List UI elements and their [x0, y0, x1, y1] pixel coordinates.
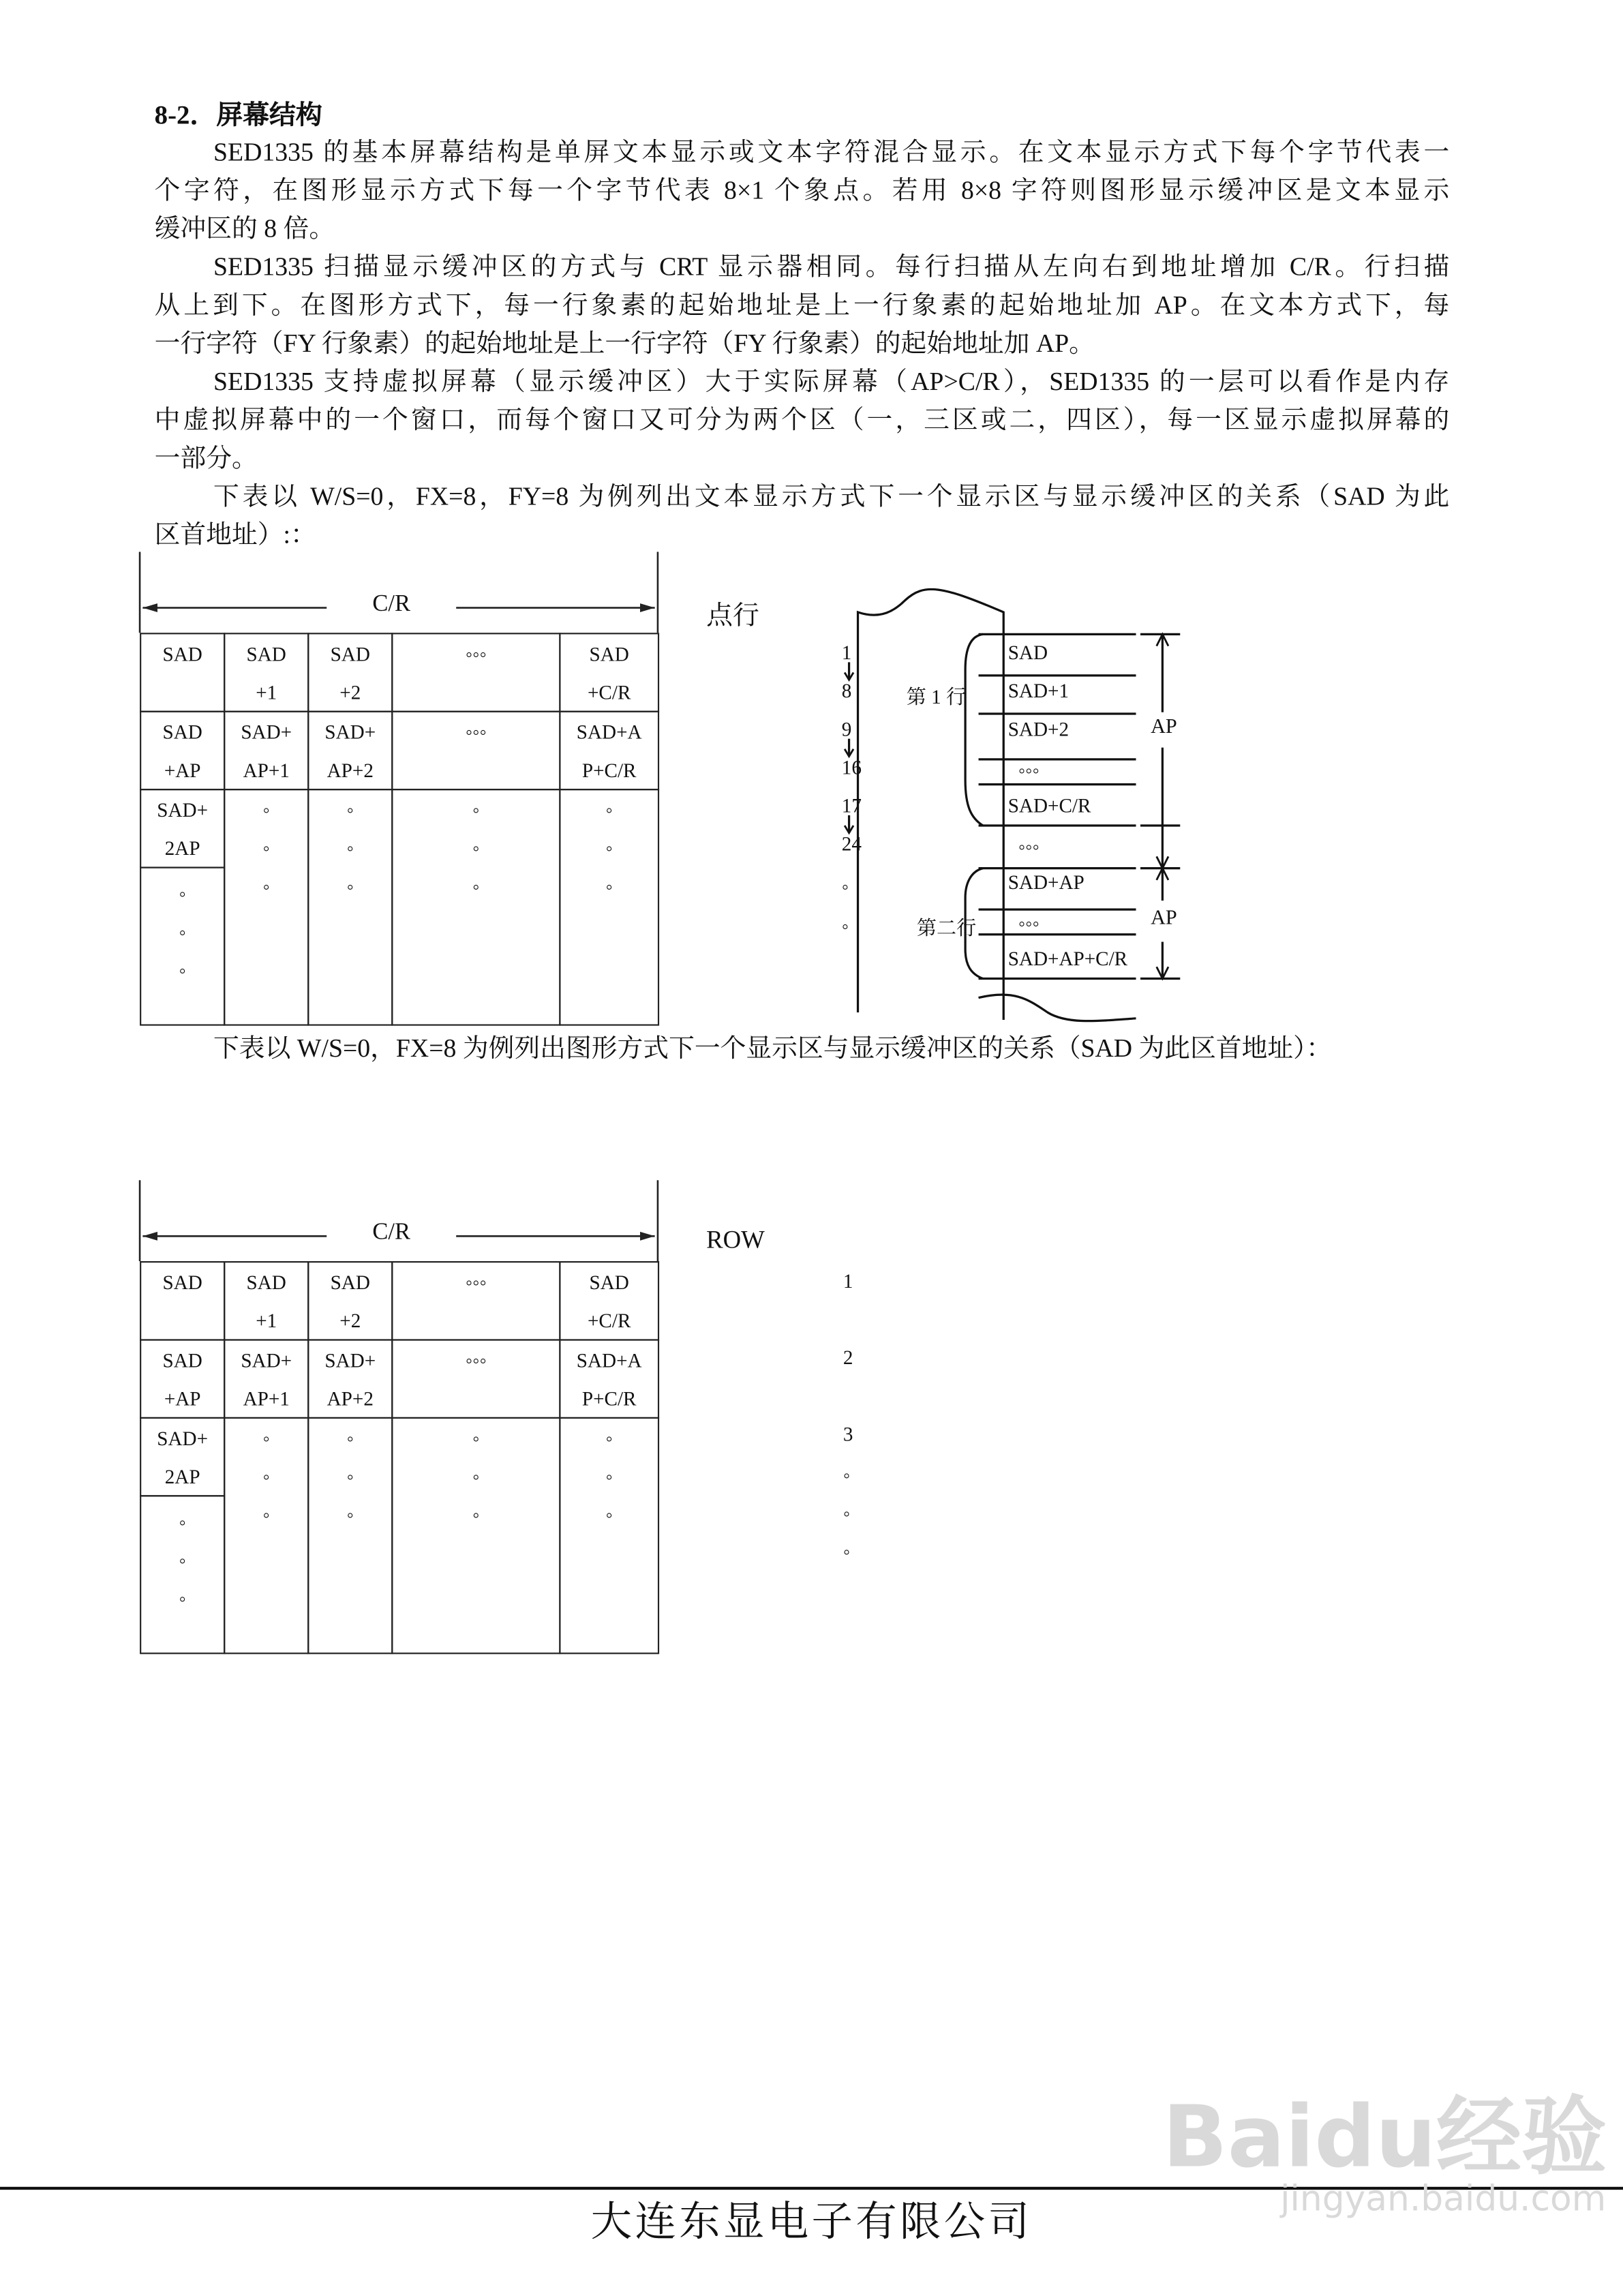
cell-text: ◦ — [262, 799, 270, 821]
char-row-label: 第二行 — [916, 916, 977, 939]
cell-text: SAD — [330, 1271, 370, 1294]
buffer-bottom-wave — [979, 995, 1136, 1021]
row-number: ◦ — [843, 1464, 851, 1487]
row-label: ROW — [706, 1226, 765, 1254]
cell-text: ◦ — [605, 875, 613, 898]
cell-text: +C/R — [587, 681, 631, 704]
cell-text: ◦ — [262, 1427, 270, 1450]
dot-row-number: 17 — [841, 794, 862, 817]
cell-text: SAD — [589, 1271, 629, 1294]
cell-text: ◦ — [472, 837, 480, 860]
cell-text: SAD+ — [324, 1349, 376, 1372]
cell-text: +AP — [164, 759, 201, 782]
paragraph-line: 缓冲区的 8 倍。 — [154, 213, 335, 243]
dot-row-number: 16 — [841, 756, 862, 779]
cell-text: SAD — [330, 643, 370, 665]
cell-text: AP+2 — [327, 1387, 374, 1410]
cell-text: +1 — [256, 1310, 277, 1332]
cell-text: AP+1 — [243, 759, 290, 782]
buffer-cell-label: SAD+AP — [1007, 871, 1084, 894]
cell-text: ◦ — [346, 1466, 354, 1488]
row-number: ◦ — [843, 1541, 851, 1563]
row-number: 1 — [843, 1269, 853, 1293]
cell-text: ◦◦◦ — [465, 643, 487, 665]
graphic-intro-text: 下表以 W/S=0，FX=8 为例列出图形方式下一个显示区与显示缓冲区的关系（SAD 为此区首地址）： — [213, 1033, 1332, 1063]
cell-text: ◦ — [472, 1504, 480, 1526]
dot-row-number: ◦ — [841, 875, 849, 898]
cell-text: +C/R — [587, 1310, 631, 1332]
watermark-logo: Baidu经验 — [1162, 2087, 1607, 2187]
buffer-cell-label: SAD+AP+C/R — [1007, 948, 1128, 970]
cell-text: ◦ — [346, 875, 354, 898]
section-heading: 8-2．屏幕结构 — [154, 100, 322, 130]
cell-text: SAD+ — [241, 1349, 292, 1372]
dot-row-number: 24 — [841, 832, 862, 856]
char-row-label: 第 1 行 — [906, 685, 967, 708]
cell-text: +2 — [339, 1310, 361, 1332]
dot-row-number: 9 — [841, 718, 852, 740]
cell-text: ◦ — [262, 1466, 270, 1488]
cell-text: ◦ — [472, 1427, 480, 1450]
row-number: 2 — [843, 1346, 853, 1369]
cell-text: SAD — [162, 1271, 202, 1294]
dot-row-number: 1 — [841, 641, 852, 664]
cell-text: SAD — [589, 643, 629, 665]
buffer-cell-label: ◦◦◦ — [1018, 759, 1040, 782]
cell-text: ◦ — [472, 799, 480, 821]
cell-text: ◦ — [605, 837, 613, 860]
watermark-url: jingyan.baidu.com — [1280, 2177, 1607, 2220]
cr-header-label: C/R — [372, 1220, 411, 1245]
cell-text: SAD — [246, 1271, 286, 1294]
cell-text: ◦ — [472, 875, 480, 898]
cell-text: SAD+ — [157, 1427, 209, 1450]
buffer-cell-label: SAD+2 — [1007, 718, 1070, 740]
buffer-outline — [858, 589, 1004, 1020]
cell-text: SAD+A — [576, 721, 642, 744]
dot-row-number: ◦ — [841, 915, 849, 938]
cell-text: SAD+ — [157, 799, 209, 821]
cell-text: ◦ — [179, 1511, 186, 1534]
cell-text: ◦ — [605, 799, 613, 821]
cell-text: AP+2 — [327, 759, 374, 782]
paragraph-line: 个字符，在图形显示方式下每一个字节代表 8×1 个象点。若用 8×8 字符则图形显示缓冲区是文本显示 — [154, 175, 1450, 205]
cell-text: ◦ — [179, 959, 186, 982]
buffer-cell-label: SAD — [1007, 641, 1048, 664]
paragraph-line: 区首地址）:： — [154, 519, 316, 549]
cr-header-label: C/R — [372, 591, 411, 617]
paragraph-line: 一行字符（FY 行象素）的起始地址是上一行字符（FY 行象素）的起始地址加 AP。 — [154, 328, 1095, 358]
cell-text: AP+1 — [243, 1387, 290, 1410]
cell-text: SAD — [162, 721, 202, 744]
cell-text: ◦ — [605, 1427, 613, 1450]
dot-row-label: 点行 — [706, 600, 759, 630]
cell-text: SAD+ — [324, 721, 376, 744]
cell-text: P+C/R — [581, 759, 637, 782]
paragraph-line: SED1335 支持虚拟屏幕（显示缓冲区）大于实际屏幕（AP>C/R），SED1335 的一层可以看作是内存 — [213, 366, 1450, 396]
row-number: 3 — [843, 1423, 853, 1445]
paragraph-line: SED1335 扫描显示缓冲区的方式与 CRT 显示器相同。每行扫描从左向右到地址增加 C/R。行扫描 — [213, 252, 1450, 282]
cell-text: ◦◦◦ — [465, 1349, 487, 1372]
paragraph-line: 中虚拟屏幕中的一个窗口，而每个窗口又可分为两个区（一，三区或二，四区），每一区显示虚拟屏幕的 — [154, 404, 1450, 434]
cell-text: ◦ — [605, 1466, 613, 1488]
cell-text: ◦ — [472, 1466, 480, 1488]
cell-text: ◦ — [262, 837, 270, 860]
cell-text: ◦ — [179, 1588, 186, 1610]
cell-text: SAD — [162, 1349, 202, 1372]
cell-text: ◦ — [346, 1504, 354, 1526]
cell-text: ◦ — [605, 1504, 613, 1526]
cell-text: ◦ — [179, 883, 186, 905]
ap-label: AP — [1151, 716, 1177, 740]
dot-row-number: 8 — [841, 680, 852, 702]
cell-text: ◦ — [346, 1427, 354, 1450]
paragraph-line: SED1335 的基本屏幕结构是单屏文本显示或文本字符混合显示。在文本显示方式下每个字节代表一 — [213, 136, 1450, 166]
buffer-cell-label: SAD+C/R — [1007, 794, 1091, 817]
cell-text: ◦ — [262, 875, 270, 898]
buffer-cell-label: ◦◦◦ — [1018, 836, 1040, 858]
cell-text: SAD+A — [576, 1349, 642, 1372]
cell-text: ◦ — [179, 921, 186, 943]
buffer-cell-label: SAD+1 — [1007, 680, 1070, 702]
row1-brace — [965, 634, 983, 826]
cell-text: ◦ — [346, 837, 354, 860]
cell-text: ◦◦◦ — [465, 1271, 487, 1294]
cell-text: +AP — [164, 1387, 201, 1410]
cell-text: P+C/R — [581, 1387, 637, 1410]
cell-text: ◦ — [179, 1550, 186, 1572]
paragraph-line: 从上到下。在图形方式下，每一行象素的起始地址是上一行象素的起始地址加 AP。在文本方式下，每 — [154, 290, 1450, 320]
cell-text: 2AP — [164, 837, 200, 860]
cell-text: ◦ — [262, 1504, 270, 1526]
cell-text: 2AP — [164, 1466, 200, 1488]
cell-text: +2 — [339, 681, 361, 704]
cell-text: SAD — [162, 643, 202, 665]
cell-text: SAD — [246, 643, 286, 665]
cell-text: SAD+ — [241, 721, 292, 744]
buffer-cell-label: ◦◦◦ — [1018, 912, 1040, 935]
row-number: ◦ — [843, 1502, 851, 1525]
cell-text: ◦◦◦ — [465, 721, 487, 744]
footer-company: 大连东显电子有限公司 — [590, 2200, 1033, 2246]
paragraph-line: 一部分。 — [154, 442, 258, 472]
cell-text: ◦ — [346, 799, 354, 821]
paragraph-line: 下表以 W/S=0，FX=8，FY=8 为例列出文本显示方式下一个显示区与显示缓冲区的关系（SAD 为此 — [213, 481, 1450, 511]
ap-label: AP — [1151, 908, 1177, 932]
cell-text: +1 — [256, 681, 277, 704]
